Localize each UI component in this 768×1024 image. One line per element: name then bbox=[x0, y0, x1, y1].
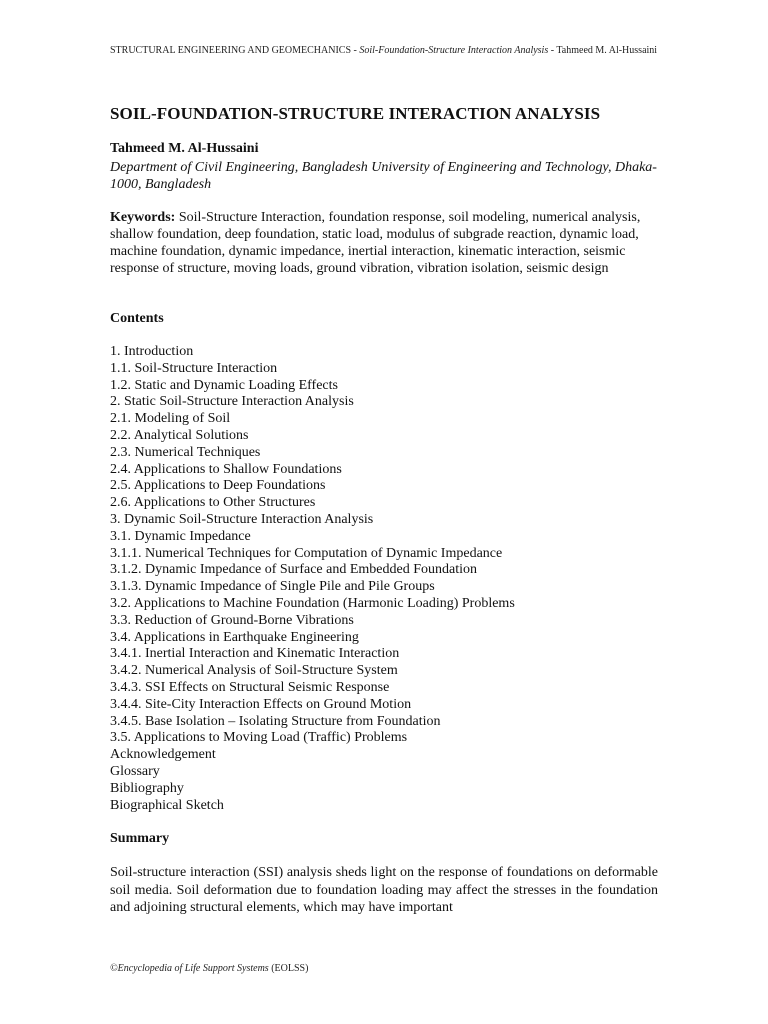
toc-item: 3.2. Applications to Machine Foundation (Harmonic Loading) Problems bbox=[110, 595, 515, 611]
toc-item: 1.1. Soil-Structure Interaction bbox=[110, 360, 278, 376]
toc-item: Glossary bbox=[110, 763, 160, 779]
running-header bbox=[110, 45, 658, 58]
toc-item: 3.4.5. Base Isolation – Isolating Structure from Foundation bbox=[110, 713, 441, 729]
page-footer bbox=[110, 963, 308, 974]
toc-item: 2.1. Modeling of Soil bbox=[110, 411, 231, 427]
author-name: Tahmeed M. Al-Hussaini bbox=[110, 141, 259, 156]
summary-heading: Summary bbox=[110, 831, 170, 846]
keywords-text: Soil-Structure Interaction, foundation response, soil modeling, numerical analysis, shallow foundation, deep foundation, static load, modulus of subgrade reaction, dynamic load, machine foundation, dynamic impedance, inertial interaction, kinematic interaction, seismic response of structure, moving loads, ground vibration, vibration isolation, seismic design bbox=[110, 210, 641, 276]
toc-item: Acknowledgement bbox=[110, 747, 216, 763]
footer-text: ©Encyclopedia of Life Support Systems bbox=[110, 963, 269, 974]
toc-item: Bibliography bbox=[110, 780, 184, 796]
toc-item: Biographical Sketch bbox=[110, 797, 224, 813]
header-suffix: - Tahmeed M. Al-Hussaini bbox=[548, 45, 658, 56]
document-title: SOIL-FOUNDATION-STRUCTURE INTERACTION ANALYSIS bbox=[110, 104, 601, 123]
toc-item: 1. Introduction bbox=[110, 344, 194, 359]
toc-item: 3.1. Dynamic Impedance bbox=[110, 528, 251, 544]
toc-item: 3.4.1. Inertial Interaction and Kinematic Interaction bbox=[110, 646, 400, 662]
toc-item: 3.5. Applications to Moving Load (Traffic) Problems bbox=[110, 730, 408, 746]
keywords-paragraph bbox=[110, 209, 658, 277]
header-prefix: STRUCTURAL ENGINEERING AND GEOMECHANICS - bbox=[110, 45, 360, 56]
header-chapter: Soil-Foundation-Structure Interaction Analysis bbox=[359, 45, 549, 56]
toc-item: 3.4.2. Numerical Analysis of Soil-Structure System bbox=[110, 663, 398, 679]
toc-item: 3.4.3. SSI Effects on Structural Seismic Response bbox=[110, 679, 390, 695]
toc-item: 3.1.1. Numerical Techniques for Computation of Dynamic Impedance bbox=[110, 545, 503, 561]
toc-item: 3.1.2. Dynamic Impedance of Surface and Embedded Foundation bbox=[110, 562, 478, 578]
toc-item: 3.3. Reduction of Ground-Borne Vibrations bbox=[110, 612, 354, 628]
toc-item: 2.4. Applications to Shallow Foundations bbox=[110, 461, 342, 477]
table-of-contents bbox=[110, 344, 515, 814]
footer-suffix: (EOLSS) bbox=[268, 963, 309, 974]
toc-item: 2.3. Numerical Techniques bbox=[110, 444, 261, 460]
toc-item: 3.1.3. Dynamic Impedance of Single Pile and Pile Groups bbox=[110, 579, 435, 595]
contents-heading: Contents bbox=[110, 311, 164, 326]
toc-item: 3.4. Applications in Earthquake Engineering bbox=[110, 629, 359, 645]
toc-item: 3.4.4. Site-City Interaction Effects on Ground Motion bbox=[110, 696, 412, 712]
toc-item: 3. Dynamic Soil-Structure Interaction Analysis bbox=[110, 511, 374, 527]
author-affiliation: Department of Civil Engineering, Bangladesh University of Engineering and Technology, Dhaka-1000, Bangladesh bbox=[110, 160, 657, 192]
toc-item: 2.5. Applications to Deep Foundations bbox=[110, 478, 326, 494]
toc-item: 2.6. Applications to Other Structures bbox=[110, 495, 316, 511]
summary-paragraph: Soil-structure interaction (SSI) analysis sheds light on the response of foundations on deformable soil media. Soil deformation due to foundation loading may affect the stresses in the foundation and adjoining structural elements, which may have important bbox=[110, 865, 658, 915]
toc-item: 2.2. Analytical Solutions bbox=[110, 427, 249, 443]
keywords-label: Keywords: bbox=[110, 210, 176, 225]
toc-item: 2. Static Soil-Structure Interaction Analysis bbox=[110, 394, 354, 410]
toc-item: 1.2. Static and Dynamic Loading Effects bbox=[110, 377, 338, 393]
